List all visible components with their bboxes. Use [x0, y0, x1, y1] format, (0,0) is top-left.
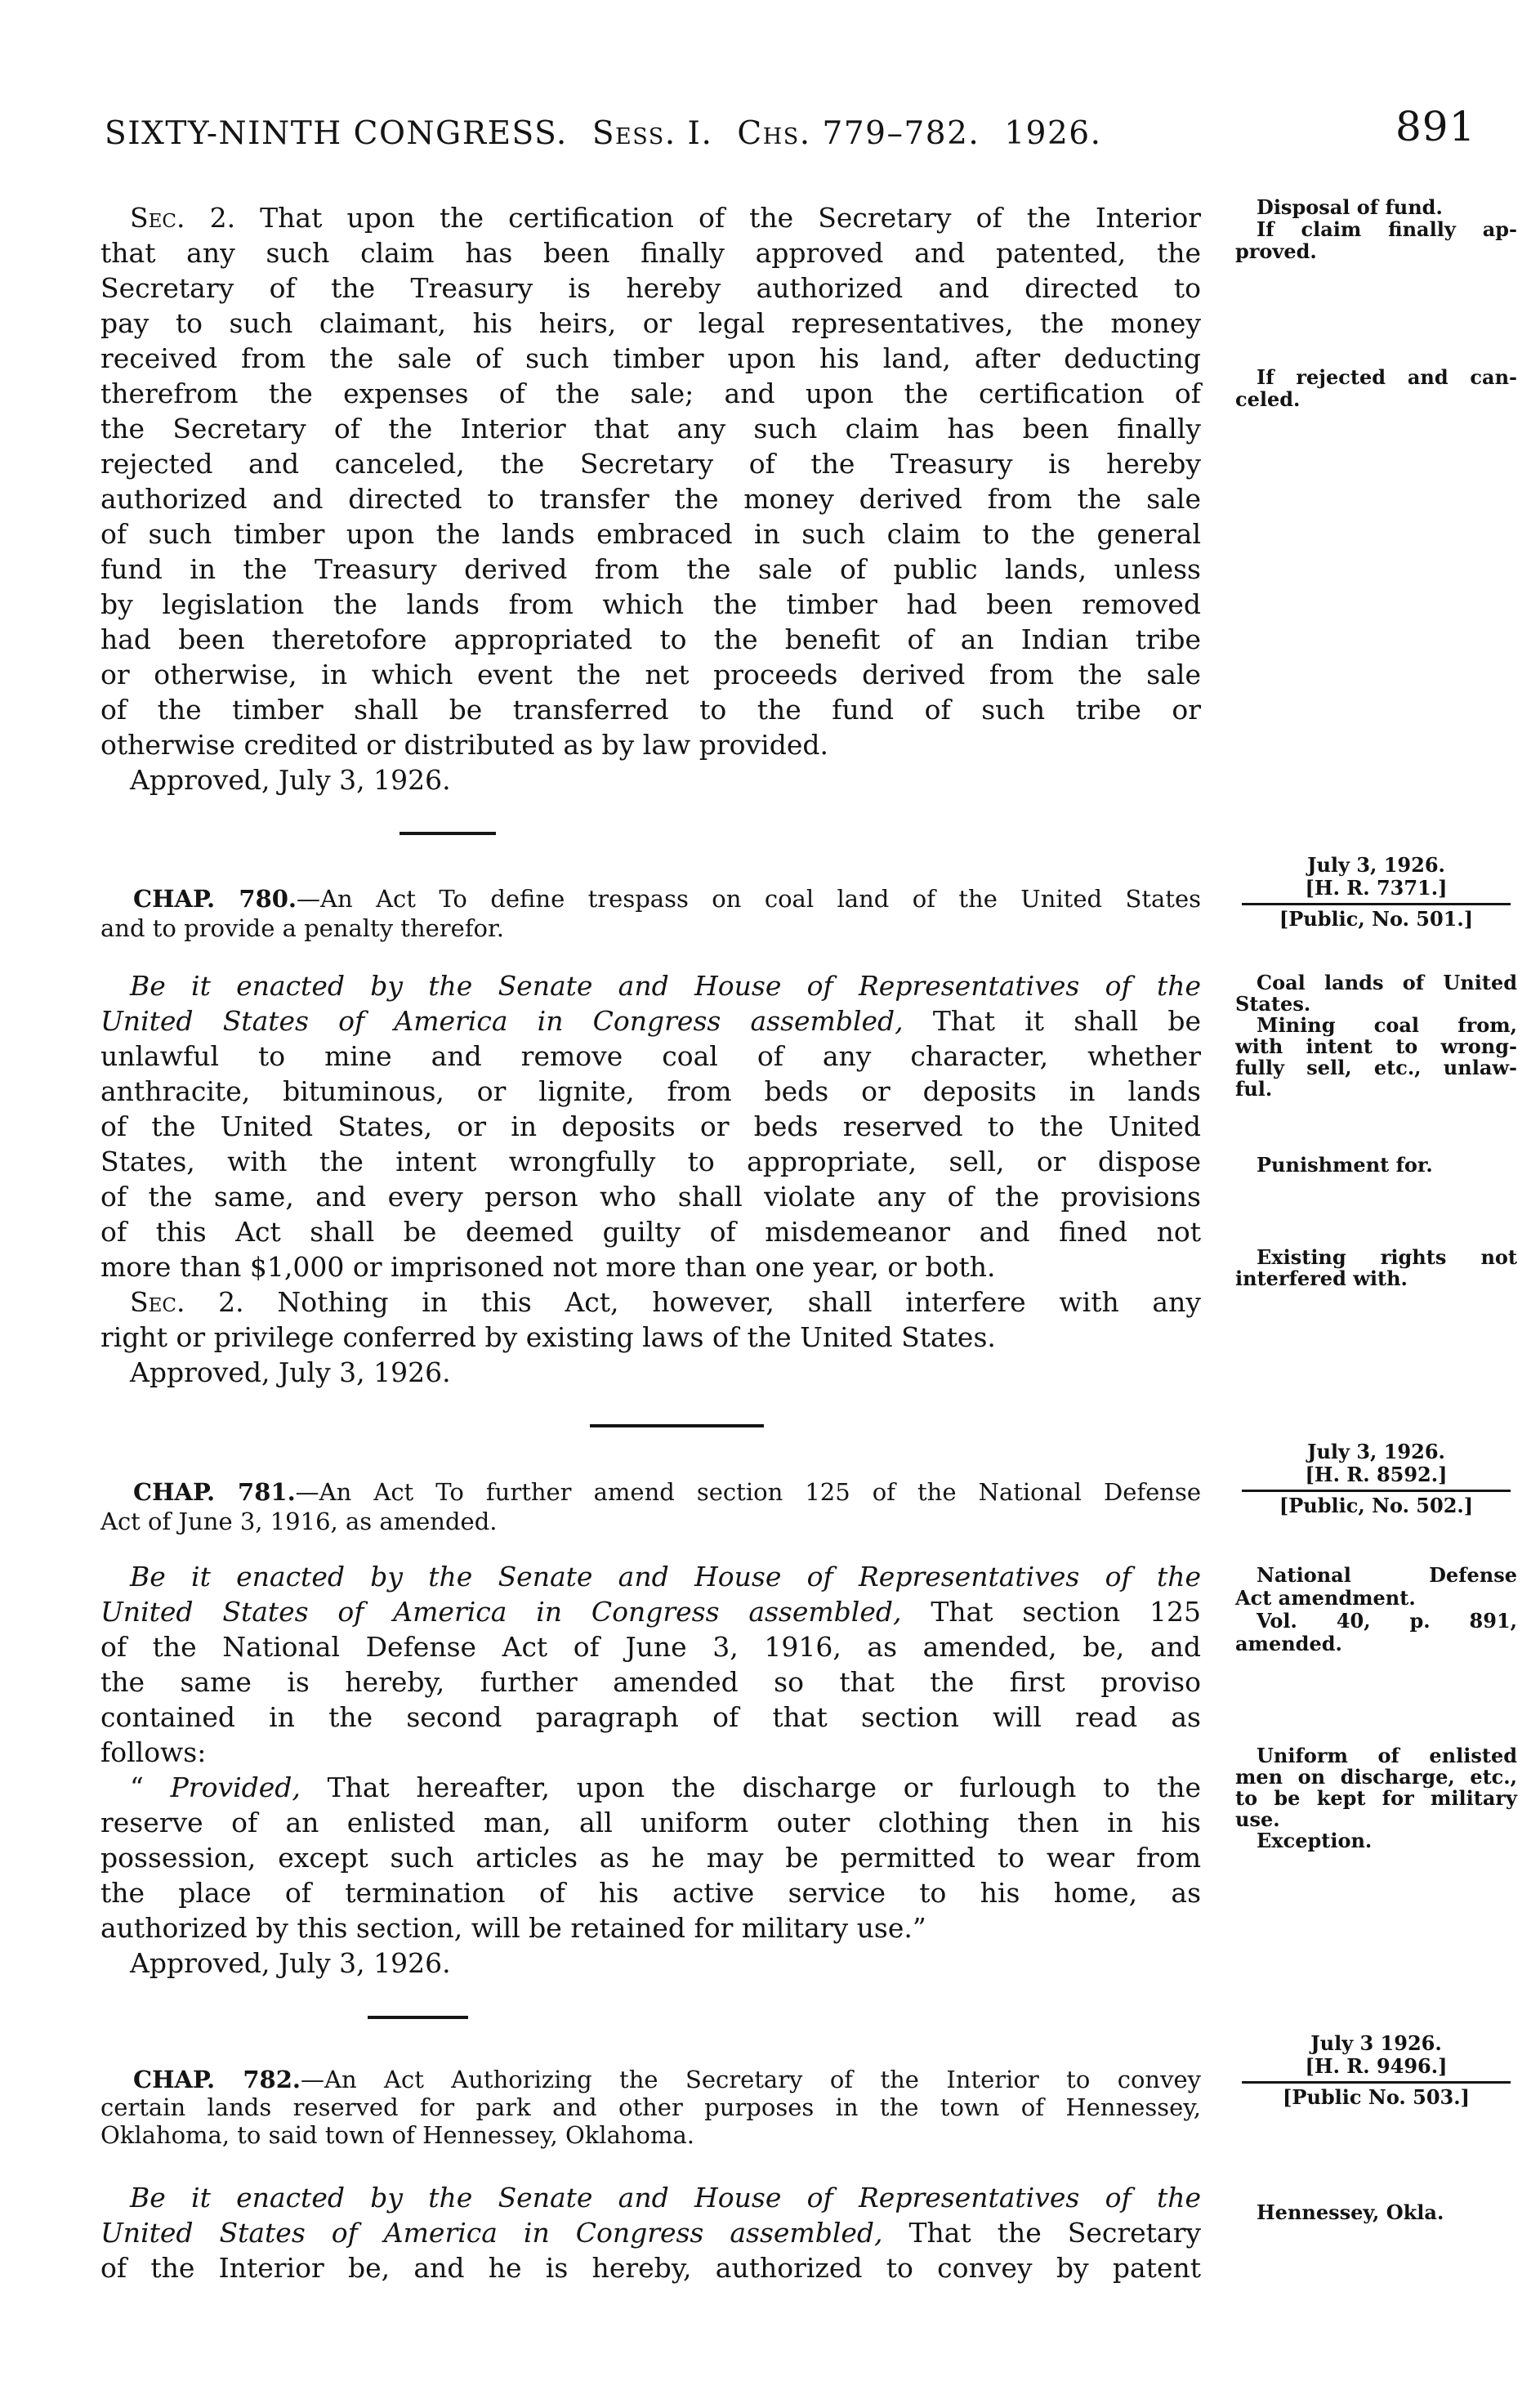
- margin-rule: [1242, 1490, 1511, 1492]
- text-line: [1235, 1587, 1517, 1610]
- text-line: [100, 1144, 1201, 1179]
- text-segment: to be kept for military: [1235, 1786, 1517, 1810]
- text-segment: That hereafter, upon the discharge or furlough to the: [300, 1771, 1201, 1803]
- text-line: [100, 1629, 1201, 1664]
- text-line: [100, 884, 1201, 914]
- text-segment: anthracite, bituminous, or lignite, from beds or deposits in lands: [100, 1075, 1201, 1107]
- text-line: [100, 1875, 1201, 1910]
- text-line: [1235, 240, 1517, 262]
- text-line: [100, 235, 1201, 270]
- text-line: [1235, 1633, 1517, 1655]
- text-segment: United States of America in Congress assembled,: [100, 1005, 904, 1037]
- text-segment: by legislation the lands from which the timber had been removed: [100, 588, 1201, 620]
- text-line: [100, 1249, 1201, 1284]
- text-line: [100, 1074, 1201, 1109]
- text-line: [100, 762, 1201, 797]
- margin-rule: [1242, 2081, 1511, 2084]
- text-segment: CHAP. 782.: [133, 2066, 301, 2093]
- text-line: [100, 2093, 1201, 2121]
- text-segment: received from the sale of such timber upon his land, after deducting: [100, 342, 1201, 374]
- text-line: [100, 552, 1201, 587]
- text-line: [100, 1735, 1201, 1770]
- chap781-heading: [100, 1477, 1201, 1536]
- text-segment: Approved, July 3, 1926.: [130, 1356, 451, 1388]
- text-segment: authorized and directed to transfer the money derived from the sale: [100, 483, 1201, 515]
- margin-note-uniform: [1235, 1745, 1517, 1852]
- text-segment: [Public No. 503.]: [1283, 2085, 1470, 2109]
- text-line: [1235, 1079, 1517, 1100]
- text-line: [100, 1594, 1201, 1629]
- text-segment: Approved, July 3, 1926.: [130, 1947, 451, 1979]
- text-line: [100, 200, 1201, 235]
- text-segment: Mining coal from,: [1257, 1013, 1517, 1037]
- text-segment: That upon the certification of the Secretary of the Interior: [235, 202, 1201, 234]
- running-head-session: Sess. I.: [591, 115, 713, 152]
- margin-note-coal-lands: [1235, 972, 1517, 1100]
- text-line: [100, 657, 1201, 692]
- text-segment: with intent to wrong-: [1235, 1034, 1517, 1058]
- text-line: [100, 2180, 1201, 2215]
- text-segment: Nothing in this Act, however, shall interfere with any: [243, 1286, 1201, 1318]
- text-segment: Coal lands of United: [1257, 971, 1517, 994]
- text-segment: “: [130, 1771, 171, 1803]
- text-line: [1235, 1745, 1517, 1767]
- text-segment: of the National Defense Act of June 3, 1916, as amended, be, and: [100, 1631, 1201, 1663]
- text-segment: possession, except such articles as he may be permitted to wear from: [100, 1842, 1201, 1874]
- text-line: [1235, 366, 1517, 388]
- text-segment: of the United States, or in deposits or beds reserved to the United: [100, 1110, 1201, 1142]
- text-line: [100, 1284, 1201, 1320]
- text-line: [100, 1507, 1201, 1536]
- text-segment: That the Secretary: [882, 2217, 1201, 2249]
- text-segment: the same is hereby, further amended so that the first proviso: [100, 1666, 1201, 1698]
- text-segment: of the timber shall be transferred to the fund of such tribe or: [100, 694, 1201, 726]
- text-line: [1235, 2201, 1517, 2223]
- page-number: 891: [1395, 103, 1476, 150]
- text-line: [1235, 908, 1517, 931]
- text-segment: Sec. 2.: [130, 202, 236, 234]
- chap781-body: [100, 1559, 1201, 1981]
- text-segment: Act of June 3, 1916, as amended.: [100, 1508, 498, 1535]
- text-line: [100, 341, 1201, 376]
- text-line: [100, 1770, 1201, 1805]
- text-line: [100, 727, 1201, 762]
- text-line: [100, 306, 1201, 341]
- text-segment: Vol. 40, p. 891,: [1257, 1609, 1517, 1633]
- section-chap779-sec2-body: [100, 200, 1201, 797]
- margin-citation-chap781: [1235, 1441, 1517, 1517]
- margin-rule: [1242, 903, 1511, 905]
- section-divider: [400, 832, 496, 835]
- text-line: [1235, 854, 1517, 877]
- text-segment: pay to such claimant, his heirs, or legal representatives, the money: [100, 307, 1201, 339]
- text-segment: or otherwise, in which event the net proceeds derived from the sale: [100, 659, 1201, 690]
- text-line: [1235, 2032, 1517, 2055]
- text-line: [1235, 1830, 1517, 1852]
- text-segment: Be it enacted by the Senate and House of Representatives of the: [130, 2182, 1201, 2214]
- text-segment: National Defense: [1257, 1563, 1517, 1587]
- text-line: [100, 1664, 1201, 1700]
- text-segment: CHAP. 780.: [133, 885, 297, 913]
- text-segment: Punishment for.: [1257, 1153, 1433, 1177]
- text-segment: Sec. 2.: [130, 1286, 244, 1318]
- text-line: [100, 587, 1201, 622]
- text-segment: the Secretary of the Interior that any such claim has been finally: [100, 413, 1201, 444]
- text-segment: men on discharge, etc.,: [1235, 1765, 1517, 1789]
- margin-note-national-defense: [1235, 1564, 1517, 1655]
- margin-note-hennessey: [1235, 2201, 1517, 2223]
- text-segment: and to provide a penalty therefor.: [100, 914, 504, 942]
- text-line: [1235, 1268, 1517, 1289]
- running-head: [105, 115, 1126, 152]
- text-line: [100, 692, 1201, 727]
- text-segment: [H. R. 8592.]: [1305, 1463, 1448, 1486]
- text-segment: authorized by this section, will be retained for military use.”: [100, 1912, 926, 1944]
- text-line: [1235, 1441, 1517, 1463]
- text-line: [100, 1477, 1201, 1507]
- text-segment: certain lands reserved for park and other purposes in the town of Hennessey,: [100, 2093, 1201, 2121]
- text-segment: That it shall be: [903, 1005, 1201, 1037]
- text-segment: contained in the second paragraph of that section will read as: [100, 1701, 1201, 1733]
- text-segment: Hennessey, Okla.: [1257, 2200, 1444, 2224]
- text-line: [1235, 1247, 1517, 1268]
- text-segment: July 3 1926.: [1310, 2031, 1442, 2055]
- text-line: [100, 2215, 1201, 2250]
- text-line: [100, 1700, 1201, 1735]
- section-divider: [590, 1424, 764, 1427]
- text-line: [100, 270, 1201, 306]
- text-segment: Exception.: [1257, 1829, 1373, 1852]
- text-segment: unlawful to mine and remove coal of any character, whether: [100, 1040, 1201, 1072]
- text-segment: July 3, 1926.: [1307, 853, 1445, 877]
- text-segment: Approved, July 3, 1926.: [130, 764, 451, 796]
- text-line: [1235, 1494, 1517, 1517]
- text-segment: Uniform of enlisted: [1257, 1744, 1517, 1767]
- chap782-heading: [100, 2066, 1201, 2149]
- text-segment: Provided,: [170, 1771, 301, 1803]
- text-segment: of such timber upon the lands embraced in such claim to the general: [100, 518, 1201, 550]
- text-segment: —An Act To define trespass on coal land of the United States: [297, 885, 1201, 913]
- text-segment: more than $1,000 or imprisoned not more than one year, or both.: [100, 1251, 996, 1283]
- text-line: [100, 622, 1201, 657]
- text-segment: ful.: [1235, 1077, 1273, 1101]
- text-line: [100, 1946, 1201, 1981]
- text-segment: Oklahoma, to said town of Hennessey, Oklahoma.: [100, 2121, 694, 2149]
- text-segment: —An Act Authorizing the Secretary of the Interior to convey: [301, 2066, 1202, 2093]
- text-line: [100, 516, 1201, 552]
- text-segment: [Public, No. 502.]: [1279, 1494, 1474, 1517]
- text-segment: [H. R. 7371.]: [1305, 876, 1448, 900]
- text-segment: CHAP. 781.: [133, 1478, 296, 1506]
- text-segment: proved.: [1235, 239, 1317, 263]
- section-divider: [368, 2016, 468, 2019]
- text-segment: the place of termination of his active service to his home, as: [100, 1877, 1201, 1909]
- text-segment: States, with the intent wrongfully to appropriate, sell, or dispose: [100, 1146, 1201, 1177]
- text-line: [100, 1214, 1201, 1249]
- text-segment: Disposal of fund.: [1257, 195, 1443, 219]
- text-line: [1235, 2086, 1517, 2109]
- margin-note-disposal-of-fund: [1235, 196, 1517, 262]
- text-segment: Be it enacted by the Senate and House of Representatives of the: [130, 970, 1201, 1002]
- text-segment: amended.: [1235, 1632, 1342, 1655]
- running-head-congress: SIXTY-NINTH CONGRESS.: [105, 115, 568, 152]
- text-line: [100, 968, 1201, 1003]
- text-line: [100, 376, 1201, 411]
- text-line: [1235, 2055, 1517, 2078]
- text-segment: Act amendment.: [1235, 1586, 1416, 1610]
- text-line: [100, 1320, 1201, 1355]
- text-segment: That section 125: [901, 1596, 1201, 1628]
- text-line: [1235, 972, 1517, 994]
- text-line: [100, 2250, 1201, 2285]
- text-line: [1235, 1036, 1517, 1057]
- text-line: [1235, 1564, 1517, 1587]
- margin-citation-chap782: [1235, 2032, 1517, 2109]
- text-line: [1235, 1154, 1517, 1176]
- text-segment: If claim finally ap-: [1257, 217, 1517, 241]
- running-head-chapters: Chs. 779–782.: [737, 115, 980, 152]
- text-segment: had been theretofore appropriated to the benefit of an Indian tribe: [100, 623, 1201, 655]
- text-segment: therefrom the expenses of the sale; and upon the certification of: [100, 377, 1201, 409]
- text-line: [100, 1910, 1201, 1946]
- text-segment: rejected and canceled, the Secretary of the Treasury is hereby: [100, 448, 1201, 480]
- text-line: [100, 1805, 1201, 1840]
- text-segment: celed.: [1235, 387, 1301, 411]
- text-segment: right or privilege conferred by existing laws of the United States.: [100, 1321, 996, 1353]
- text-segment: Existing rights not: [1257, 1245, 1517, 1269]
- text-segment: Secretary of the Treasury is hereby authorized and directed to: [100, 272, 1201, 304]
- text-line: [1235, 218, 1517, 240]
- margin-note-if-rejected: [1235, 366, 1517, 410]
- text-line: [1235, 1788, 1517, 1809]
- text-line: [1235, 1015, 1517, 1036]
- margin-note-punishment: [1235, 1154, 1517, 1176]
- text-line: [1235, 388, 1517, 410]
- chap780-heading: [100, 884, 1201, 943]
- text-line: [1235, 196, 1517, 218]
- text-segment: of this Act shall be deemed guilty of misdemeanor and fined not: [100, 1216, 1201, 1248]
- text-segment: July 3, 1926.: [1307, 1440, 1445, 1463]
- text-line: [1235, 1610, 1517, 1633]
- text-line: [100, 446, 1201, 481]
- text-line: [100, 1179, 1201, 1214]
- text-line: [1235, 1809, 1517, 1830]
- text-segment: reserve of an enlisted man, all uniform outer clothing then in his: [100, 1807, 1201, 1838]
- text-segment: use.: [1235, 1807, 1280, 1831]
- text-line: [100, 1355, 1201, 1390]
- text-segment: of the Interior be, and he is hereby, authorized to convey by patent: [100, 2252, 1201, 2284]
- text-segment: States.: [1235, 992, 1311, 1016]
- text-line: [100, 1003, 1201, 1039]
- chap782-body: [100, 2180, 1201, 2285]
- text-line: [100, 481, 1201, 516]
- text-segment: of the same, and every person who shall violate any of the provisions: [100, 1181, 1201, 1213]
- text-segment: —An Act To further amend section 125 of the National Defense: [295, 1478, 1201, 1506]
- text-line: [100, 1840, 1201, 1875]
- text-line: [1235, 877, 1517, 900]
- text-segment: United States of America in Congress assembled,: [100, 2217, 883, 2249]
- text-line: [1235, 1057, 1517, 1079]
- text-line: [100, 1039, 1201, 1074]
- text-line: [100, 411, 1201, 446]
- margin-citation-chap780: [1235, 854, 1517, 931]
- margin-note-existing-rights: [1235, 1247, 1517, 1289]
- text-line: [100, 1559, 1201, 1594]
- text-segment: interfered with.: [1235, 1266, 1408, 1290]
- text-line: [100, 2121, 1201, 2149]
- text-segment: [Public, No. 501.]: [1279, 907, 1474, 931]
- text-line: [1235, 1767, 1517, 1788]
- text-segment: Be it enacted by the Senate and House of Representatives of the: [130, 1561, 1201, 1593]
- text-line: [100, 2066, 1201, 2093]
- text-segment: [H. R. 9496.]: [1305, 2054, 1448, 2078]
- text-line: [1235, 994, 1517, 1015]
- text-segment: that any such claim has been finally approved and patented, the: [100, 237, 1201, 269]
- running-head-year: 1926.: [1004, 115, 1102, 152]
- text-segment: follows:: [100, 1736, 207, 1768]
- text-line: [1235, 1463, 1517, 1486]
- text-line: [100, 914, 1201, 943]
- text-segment: If rejected and can-: [1257, 365, 1517, 389]
- text-segment: United States of America in Congress assembled,: [100, 1596, 902, 1628]
- text-line: [100, 1109, 1201, 1144]
- text-segment: otherwise credited or distributed as by law provided.: [100, 729, 828, 761]
- text-segment: fund in the Treasury derived from the sale of public lands, unless: [100, 553, 1201, 585]
- chap780-body: [100, 968, 1201, 1390]
- text-segment: fully sell, etc., unlaw-: [1235, 1056, 1517, 1079]
